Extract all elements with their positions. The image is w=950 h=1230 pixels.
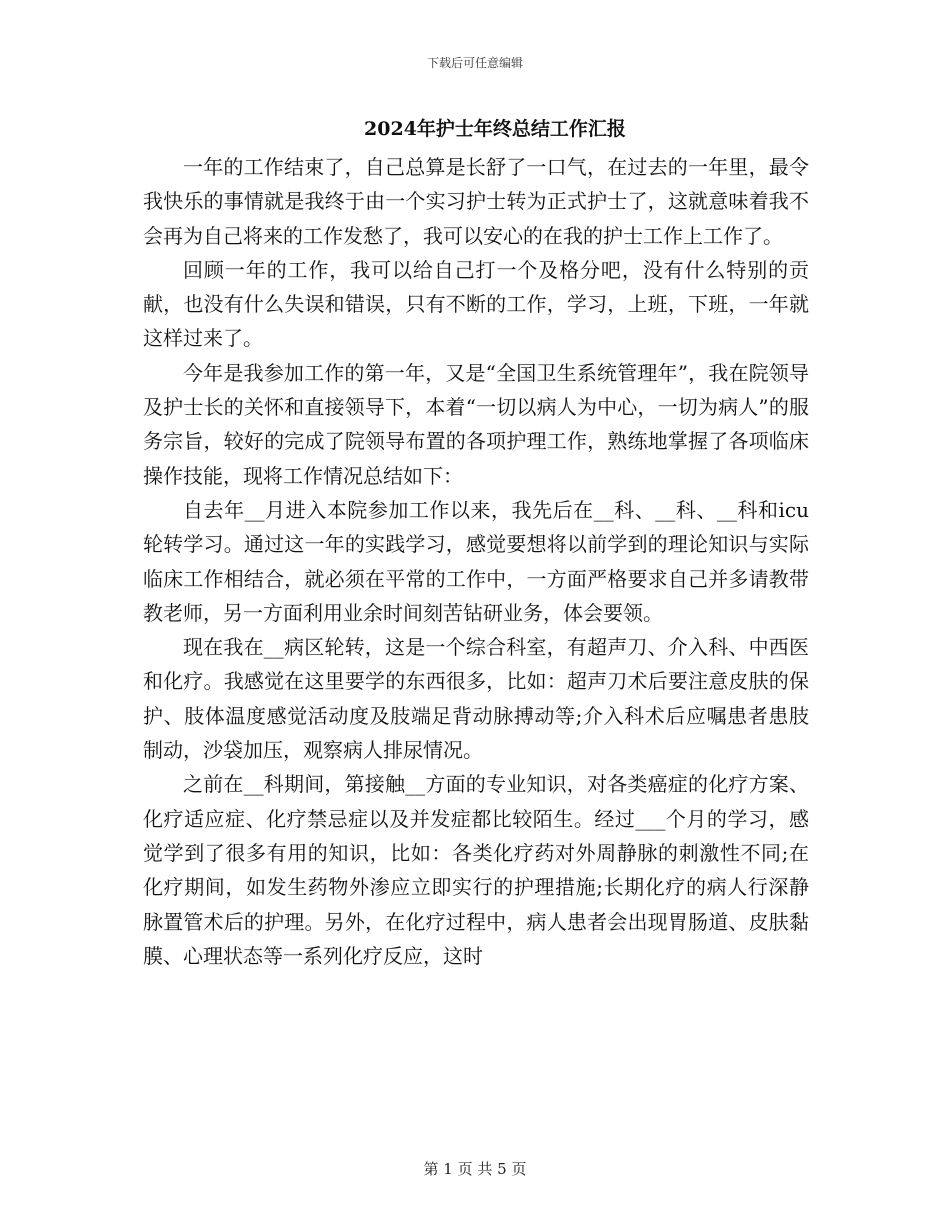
document-body bbox=[143, 150, 809, 973]
page-footer: 第 1 页 共 5 页 bbox=[423, 1160, 527, 1178]
paragraph: 回顾一年的工作，我可以给自己打一个及格分吧，没有什么特别的贡献，也没有什么失误和错误，只有不断的工作，学习，上班，下班，一年就这样过来了。 bbox=[143, 257, 809, 351]
paragraph: 现在我在__病区轮转，这是一个综合科室，有超声刀、介入科、中西医和化疗。我感觉在这里要学的东西很多，比如：超声刀术后要注意皮肤的保护、肢体温度感觉活动度及肢端足背动脉搏动等;介入科术后应嘱患者患肢制动，沙袋加压，观察病人排尿情况。 bbox=[143, 635, 809, 763]
document-title: 2024年护士年终总结工作汇报 bbox=[364, 118, 626, 140]
header-note: 下载后可任意编辑 bbox=[426, 56, 523, 70]
paragraph: 之前在__科期间，第接触__方面的专业知识，对各类癌症的化疗方案、化疗适应症、化疗禁忌症以及并发症都比较陌生。经过___个月的学习，感觉学到了很多有用的知识，比如：各类化疗药对外周静脉的刺激性不同;在化疗期间，如发生药物外渗应立即实行的护理措施;长期化疗的病人行深静脉置管术后的护理。另外，在化疗过程中，病人患者会出现胃肠道、皮肤黏膜、心理状态等一系列化疗反应，这时 bbox=[143, 772, 809, 968]
paragraph: 一年的工作结束了，自己总算是长舒了一口气，在过去的一年里，最令我快乐的事情就是我终于由一个实习护士转为正式护士了，这就意味着我不会再为自己将来的工作发愁了，我可以安心的在我的护士工作上工作了。 bbox=[143, 155, 809, 248]
paragraph: 自去年__月进入本院参加工作以来，我先后在__科、__科、__科和icu轮转学习。通过这一年的实践学习，感觉要想将以前学到的理论知识与实际临床工作相结合，就必须在平常的工作中，一方面严格要求自己并多请教带教老师，另一方面利用业余时间刻苦钻研业务，体会要领。 bbox=[143, 497, 809, 625]
paragraph: 今年是我参加工作的第一年，又是“全国卫生系统管理年”，我在院领导及护士长的关怀和直接领导下，本着“一切以病人为中心，一切为病人”的服务宗旨，较好的完成了院领导布置的各项护理工作，熟练地掌握了各项临床操作技能，现将工作情况总结如下： bbox=[143, 360, 809, 488]
